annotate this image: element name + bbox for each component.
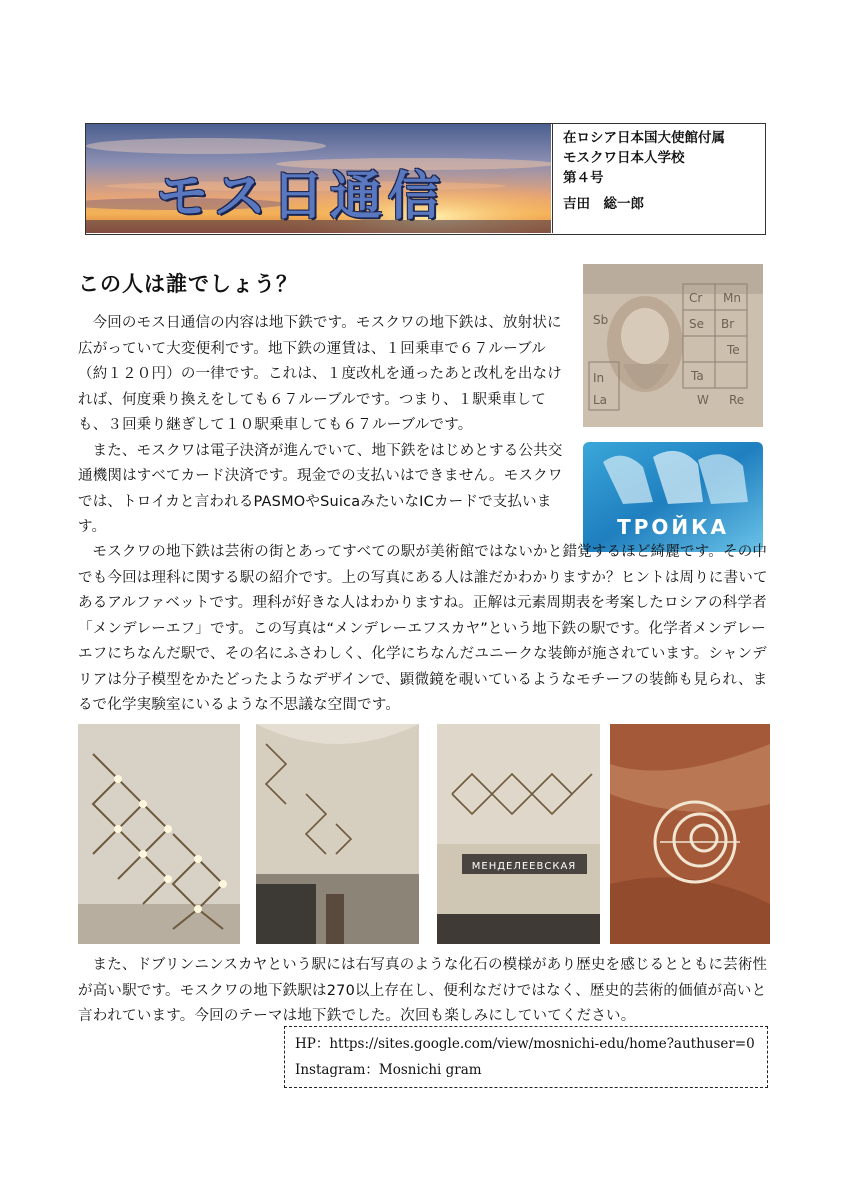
paragraph-dobryninskaya: また、ドブリンニンスカヤという駅には右写真のような化石の模様があり歴史を感じるとともに芸術性が高い駅です。モスクワの地下鉄駅は270以上存在し、便利なだけではなく、歴史的芸術的価値が高いと言われています。今回のテーマは地下鉄でした。次回も楽しみにしていてください。 [78,957,768,1024]
element-symbol: In [593,371,605,385]
troika-card-photo [583,442,763,552]
station-sign-photo [437,724,600,944]
instagram-link[interactable]: Instagram：Mosnichi gram [295,1062,482,1078]
station-name-sign: МЕНДЕЛЕЕВСКАЯ [471,861,577,872]
school-name: モスクワ日本人学校 [563,150,685,166]
element-symbol: Re [729,393,745,407]
chandelier-photo-1 [78,724,240,944]
paragraph-mendeleevskaya: モスクワの地下鉄は芸術の街とあってすべての駅が美術館ではないかと錯覚するほど綺麗です。その中でも今回は理科に関する駅の紹介です。上の写真にある人は誰だかわかりますか？ヒントは周りに書いてあるアルファベットです。理科が好きな人はわかりますね。正解は元素周期表を考案したロシアの科学者「メンデレーエフ」です。この写真は“メンデレーエフスカヤ”という地下鉄の駅です。化学者メンデレーエフにちなんだ駅で、その名にふさわしく、化学にちなんだユニークな装飾が施されています。シャンデリアは分子模型をかたどったようなデザインで、顕微鏡を覗いているようなモチーフの装飾も見られ、まるで化学実験室にいるような不思議な空間です。 [78,544,768,713]
element-symbol: Sb [593,313,609,327]
issue-number: 第４号 [563,170,604,186]
element-symbol: W [697,393,709,407]
element-symbol: Mn [723,291,741,305]
header-info [552,124,764,233]
element-symbol: Te [727,343,740,357]
newsletter-title: モス日通信 [156,167,447,227]
element-symbol: Ta [691,369,704,383]
element-symbol: Cr [689,291,703,305]
element-symbol: La [593,393,608,407]
article-body-middle [78,540,770,719]
author-name: 吉田 総一郎 [563,196,644,212]
fossil-marble-photo [610,724,770,944]
paragraph-payment: また、モスクワは電子決済が進んでいて、地下鉄をはじめとする公共交通機関はすべてカード決済です。現金での支払いはできません。モスクワでは、トロイカと言われるPASMOやSuicaみたいなICカードで支払います。 [78,442,563,535]
header-banner [85,123,766,235]
troika-card-label: ТРОЙКА [617,515,729,539]
homepage-link[interactable]: HP：https://sites.google.com/view/mosnichi-edu/home?authuser=0 [295,1036,755,1052]
school-affiliation: 在ロシア日本国大使館付属 [563,130,725,146]
links-box [284,1026,768,1088]
mendeleev-relief-photo [583,264,763,427]
element-symbol: Br [721,317,735,331]
paragraph-fare: 今回のモス日通信の内容は地下鉄です。モスクワの地下鉄は、放射状に広がっていて大変便利です。地下鉄の運賃は、１回乗車で６７ルーブル（約１２０円）の一律です。これは、１度改札を通ったあと改札を出なければ、何度乗り換えをしても６７ルーブルです。つまり、１駅乗車しても、３回乗り継ぎして１０駅乗車しても６７ルーブルです。 [78,315,562,433]
article-body-bottom [78,953,770,1030]
section-heading: この人は誰でしょう？ [78,272,298,296]
element-symbol: Se [689,317,704,331]
chandelier-photo-2 [256,724,419,944]
article-body-top [78,311,570,541]
